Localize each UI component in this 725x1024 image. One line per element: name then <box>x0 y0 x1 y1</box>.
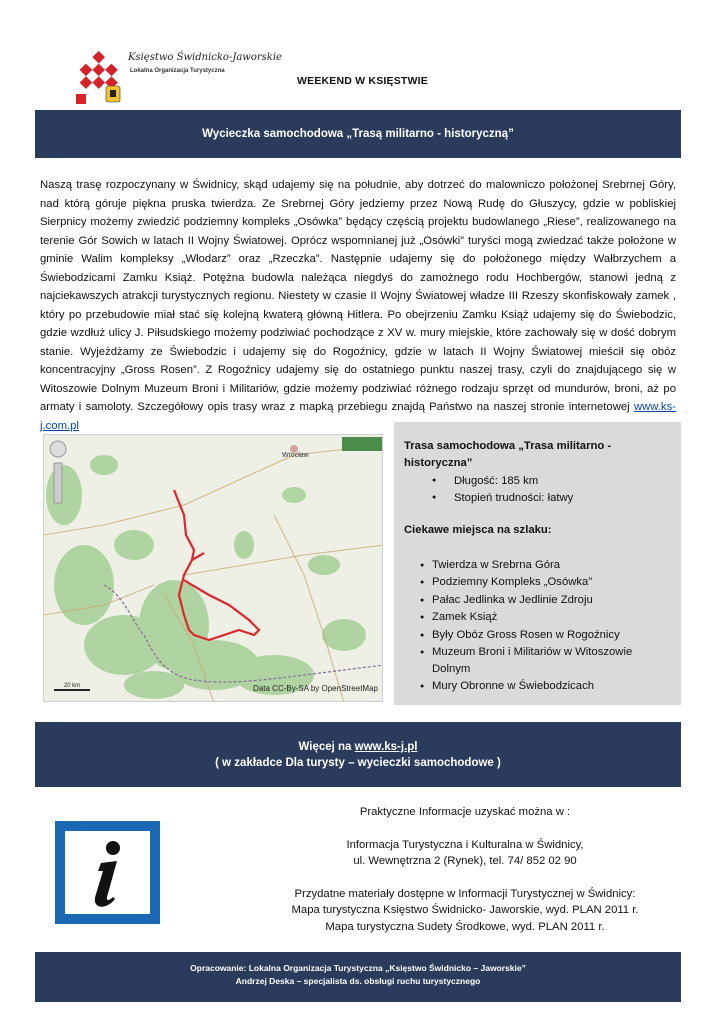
spot-item: ● Mury Obronne w Świebodzicach <box>420 678 671 695</box>
logo-name: Księstwo Świdnicko-Jaworskie <box>128 52 282 63</box>
tourist-info-icon <box>55 821 160 924</box>
route-info-panel <box>394 422 681 705</box>
office-line-2: ul. Wewnętrzna 2 (Rynek), tel. 74/ 852 02 90 <box>353 855 577 867</box>
spot-item: ● Muzeum Broni i Militariów w Witoszowie Dolnym <box>420 644 671 677</box>
spot-item: ● Pałac Jedlinka w Jedlinie Zdroju <box>420 592 671 609</box>
organization-logo <box>66 44 282 110</box>
map-city-label: Wrocław <box>282 452 309 459</box>
logo-subtitle: Lokalna Organizacja Turystyczna <box>130 68 225 74</box>
spot-item: ● Były Obóz Gross Rosen w Rogoźnicy <box>420 627 671 644</box>
map-scale-bar: 20 km <box>54 683 90 691</box>
footer-banner <box>35 952 681 1002</box>
material-item: Mapa turystyczna Sudety Środkowe, wyd. PLAN 2011 r. <box>325 920 605 933</box>
more-info-note: ( w zakładce Dla turysty – wycieczki samochodowe ) <box>215 757 501 769</box>
info-i-icon <box>65 831 150 914</box>
website-link[interactable]: www.ks-j.com.pl <box>40 401 676 432</box>
route-stat-difficulty: ● Stopień trudności: łatwy <box>432 490 671 507</box>
route-stats-list <box>432 473 671 506</box>
map-layers-icon[interactable] <box>342 437 382 451</box>
footer-author-org: Opracowanie: Lokalna Organizacja Turystyczna „Księstwo Świdnicko – Jaworskie” <box>190 963 526 973</box>
more-info-prefix: Więcej na <box>298 741 355 753</box>
practical-heading: Praktyczne Informacje uzyskać można w : <box>359 806 571 818</box>
route-info-title: Trasa samochodowa „Trasa militarno - historyczna” <box>404 440 612 469</box>
spot-item: ● Twierdza w Srebrna Góra <box>420 557 671 574</box>
document-title: WEEKEND W KSIĘSTWIE <box>297 75 428 87</box>
spots-list <box>420 557 671 695</box>
route-banner-title: Wycieczka samochodowa „Trasą militarno - historyczną” <box>202 128 514 140</box>
intro-text: Naszą trasę rozpoczynany w Świdnicy, skąd udajemy się na południe, aby dotrzeć do malowniczo położonej Srebrnej Góry, nad którą góruje piękna pruska twierdza. Ze Srebrnej Góry jedziemy przez Nową Rudę do Głuszycy, gdzie w pobliskiej Sierpnicy możemy zwiedzić podziemny kompleks „Osówka” będący częścią projektu budowlanego „Riese”, realizowanego na terenie Gór Sowich w latach II Wojny Światowej. Oprócz wspomnianej już „Osówki” turyści mogą zwiedzać także położone w gminie Walim kompleksy „Włodarz” oraz „Rzeczka”. Następnie udajemy się do położonego między Wałbrzychem a Świebodzicami Zamku Książ. Potężna budowla należąca niegdyś do zamożnego rodu Hochbergów, stanowi jedną z najciekawszych atrakcji turystycznych regionu. Niestety w czasie II Wojny Światowej władze III Rzeszy skonfiskowały zamek , który po przebudowie miał stać się kolejną kwaterą główną Hitlera. Po obejrzeniu Zamku Książ udajemy się do Świebodzic, gdzie wzdłuż ulicy J. Piłsudskiego możemy podziwiać pochodzące z XV w. mury miejskie, które zachowały się w dość dobrym stanie. Wyjeżdżamy ze Świebodzic i udajemy się do Rogoźnicy, gdzie w latach II Wojny Światowej mieścił się obóz koncentracyjny „Gross Rosen”. Z Rogoźnicy udajemy się do ostatniego punktu naszej trasy, czyli do znajdującego się w Witoszowie Dolnym Muzeum Broni i Militariów, gdzie możemy podziwiać różnego rodzaju sprzęt od mundurów, broni, aż po armaty i samoloty. Szczegółowy opis trasy wraz z mapką przebiegu znajdą Państwo na naszej stronie internetowej <box>40 179 676 413</box>
materials-heading: Przydatne materiały dostępne w Informacji Turystycznej w Świdnicy: <box>294 887 636 900</box>
route-stat-length: ● Długość: 185 km <box>432 473 671 490</box>
route-banner <box>35 110 681 158</box>
spot-item: ● Zamek Książ <box>420 609 671 626</box>
map-graphic <box>44 435 383 702</box>
material-item: Mapa turystyczna Księstwo Świdnicko- Jaworskie, wyd. PLAN 2011 r. <box>291 904 639 916</box>
practical-info <box>275 804 655 935</box>
spot-item: ● Podziemny Kompleks „Osówka” <box>420 574 671 591</box>
spots-heading: Ciekawe miejsca na szlaku: <box>404 524 552 536</box>
intro-paragraph <box>40 176 676 435</box>
office-line-1: Informacja Turystyczna i Kulturalna w Świdnicy, <box>346 838 584 851</box>
route-map <box>43 434 383 702</box>
more-info-banner <box>35 722 681 787</box>
map-credit: Data CC-By-SA by OpenStreetMap <box>253 684 378 693</box>
more-info-link[interactable]: www.ks-j.pl <box>354 741 418 753</box>
checkered-crest-icon <box>66 44 130 110</box>
footer-author-name: Andrzej Deska – specjalista ds. obsługi ruchu turystycznego <box>235 976 481 986</box>
